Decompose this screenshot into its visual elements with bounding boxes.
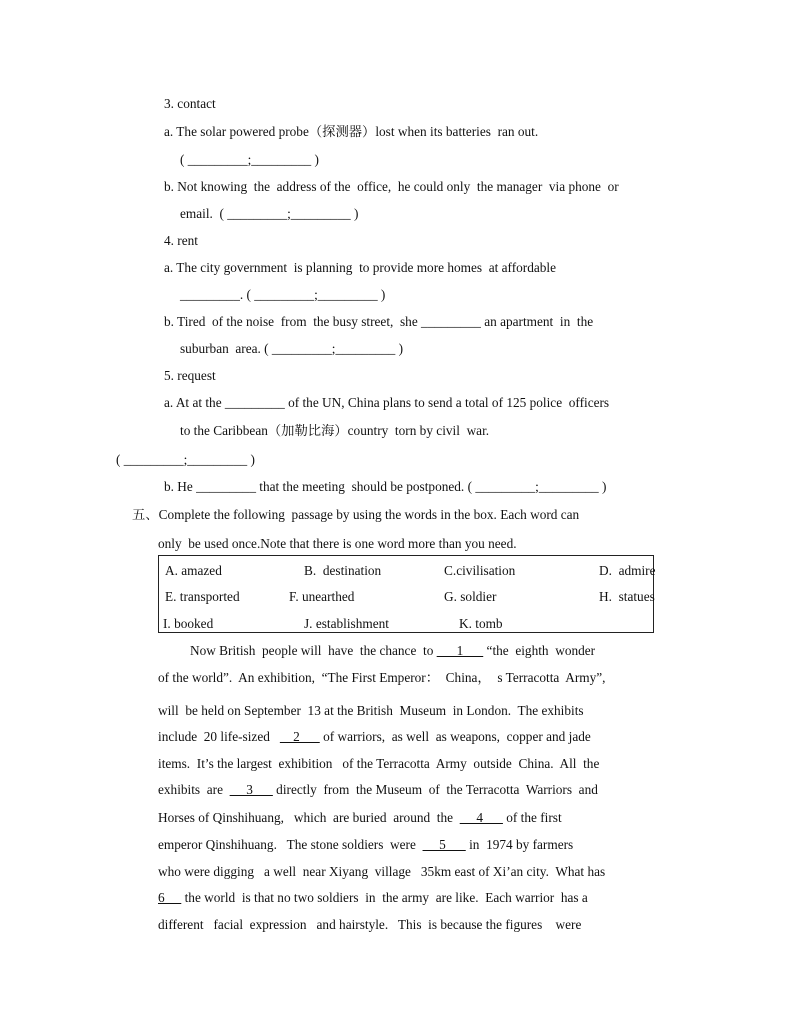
word-option: I. booked <box>163 616 214 631</box>
blank-2: 2 <box>279 729 320 744</box>
word-option: K. tomb <box>459 616 503 631</box>
item-3-answer-b: email. ( _________;_________ ) <box>180 206 359 221</box>
word-option: B. destination <box>304 563 382 578</box>
passage-line-9: who were digging a well near Xiyang village 35km east of Xi’an city. What has <box>158 864 606 879</box>
passage-line-3: will be held on September 13 at the British Museum in London. The exhibits <box>158 703 584 718</box>
item-5-sentence-a-cont: to the Caribbean（加勒比海）country torn by civil war. <box>180 423 490 438</box>
section-5-heading: 五、Complete the following passage by using the words in the box. Each word can <box>132 507 580 522</box>
passage-line-2: of the world”. An exhibition, “The First Emperor： China， s Terracotta Army”, <box>158 670 606 685</box>
word-option: G. soldier <box>444 589 497 604</box>
blank-6: 6 <box>158 890 182 905</box>
blank-4: 4 <box>459 810 503 825</box>
passage-line-5: items. It’s the largest exhibition of the Terracotta Army outside China. All the <box>158 756 600 771</box>
passage-line-10: 6 the world is that no two soldiers in the army are like. Each warrior has a <box>158 890 588 905</box>
blank-5: 5 <box>422 837 466 852</box>
word-box <box>158 555 654 633</box>
passage-line-11: different facial expression and hairstyle. This is because the figures were <box>158 917 582 932</box>
item-4-sentence-b: b. Tired of the noise from the busy street, she _________ an apartment in the <box>164 314 594 329</box>
item-3-sentence-a: a. The solar powered probe（探测器）lost when its batteries ran out. <box>164 124 539 139</box>
word-option: E. transported <box>165 589 240 604</box>
passage-line-6: exhibits are 3 directly from the Museum of the Terracotta Warriors and <box>158 782 598 797</box>
word-option: A. amazed <box>165 563 222 578</box>
word-option: D. admire <box>599 563 656 578</box>
item-4-answer-b: suburban area. ( _________;_________ ) <box>180 341 404 356</box>
item-4-word: 4. rent <box>164 233 198 248</box>
word-option: F. unearthed <box>289 589 355 604</box>
passage-line-4: include 20 life-sized 2 of warriors, as well as weapons, copper and jade <box>158 729 591 744</box>
item-5-sentence-b: b. He _________ that the meeting should be postponed. ( _________;_________ ) <box>164 479 607 494</box>
word-option: J. establishment <box>304 616 389 631</box>
blank-3: 3 <box>229 782 273 797</box>
item-5-sentence-a: a. At at the _________ of the UN, China plans to send a total of 125 police officers <box>164 395 610 410</box>
word-option: H. statues <box>599 589 655 604</box>
passage-line-8: emperor Qinshihuang. The stone soldiers were 5 in 1974 by farmers <box>158 837 574 852</box>
passage-line-1: Now British people will have the chance to 1 “the eighth wonder <box>190 643 596 658</box>
item-5-answer-a: ( _________;_________ ) <box>116 452 255 467</box>
blank-1: 1 <box>436 643 484 658</box>
item-3-answer-a: ( _________;_________ ) <box>180 152 319 167</box>
item-4-sentence-a: a. The city government is planning to provide more homes at affordable <box>164 260 557 275</box>
item-3-word: 3. contact <box>164 96 216 111</box>
word-option: C.civilisation <box>444 563 516 578</box>
item-5-word: 5. request <box>164 368 216 383</box>
section-5-instruction: only be used once.Note that there is one word more than you need. <box>158 536 517 551</box>
item-4-answer-a: _________. ( _________;_________ ) <box>180 287 386 302</box>
item-3-sentence-b: b. Not knowing the address of the office, he could only the manager via phone or <box>164 179 619 194</box>
passage-line-7: Horses of Qinshihuang, which are buried around the 4 of the first <box>158 810 562 825</box>
